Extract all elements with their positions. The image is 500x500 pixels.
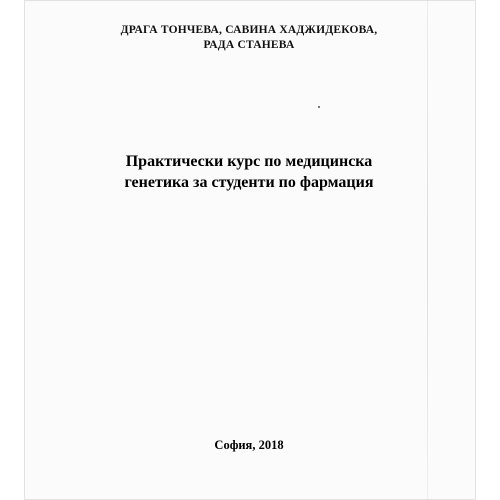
title-line-2: генетика за студенти по фармация: [124, 174, 374, 191]
authors-line-2: РАДА СТАНЕВА: [203, 39, 295, 51]
document-page: [24, 0, 476, 500]
authors-block: [84, 23, 414, 53]
place-and-year: София, 2018: [214, 438, 284, 452]
scan-speck: [318, 106, 320, 108]
document-title: [64, 151, 434, 193]
title-line-1: Практически курс по медицинска: [125, 153, 373, 170]
authors-line-1: ДРАГА ТОНЧЕВА, САВИНА ХАДЖИДЕКОВА,: [120, 24, 378, 36]
scan-fold-line: [427, 0, 428, 500]
